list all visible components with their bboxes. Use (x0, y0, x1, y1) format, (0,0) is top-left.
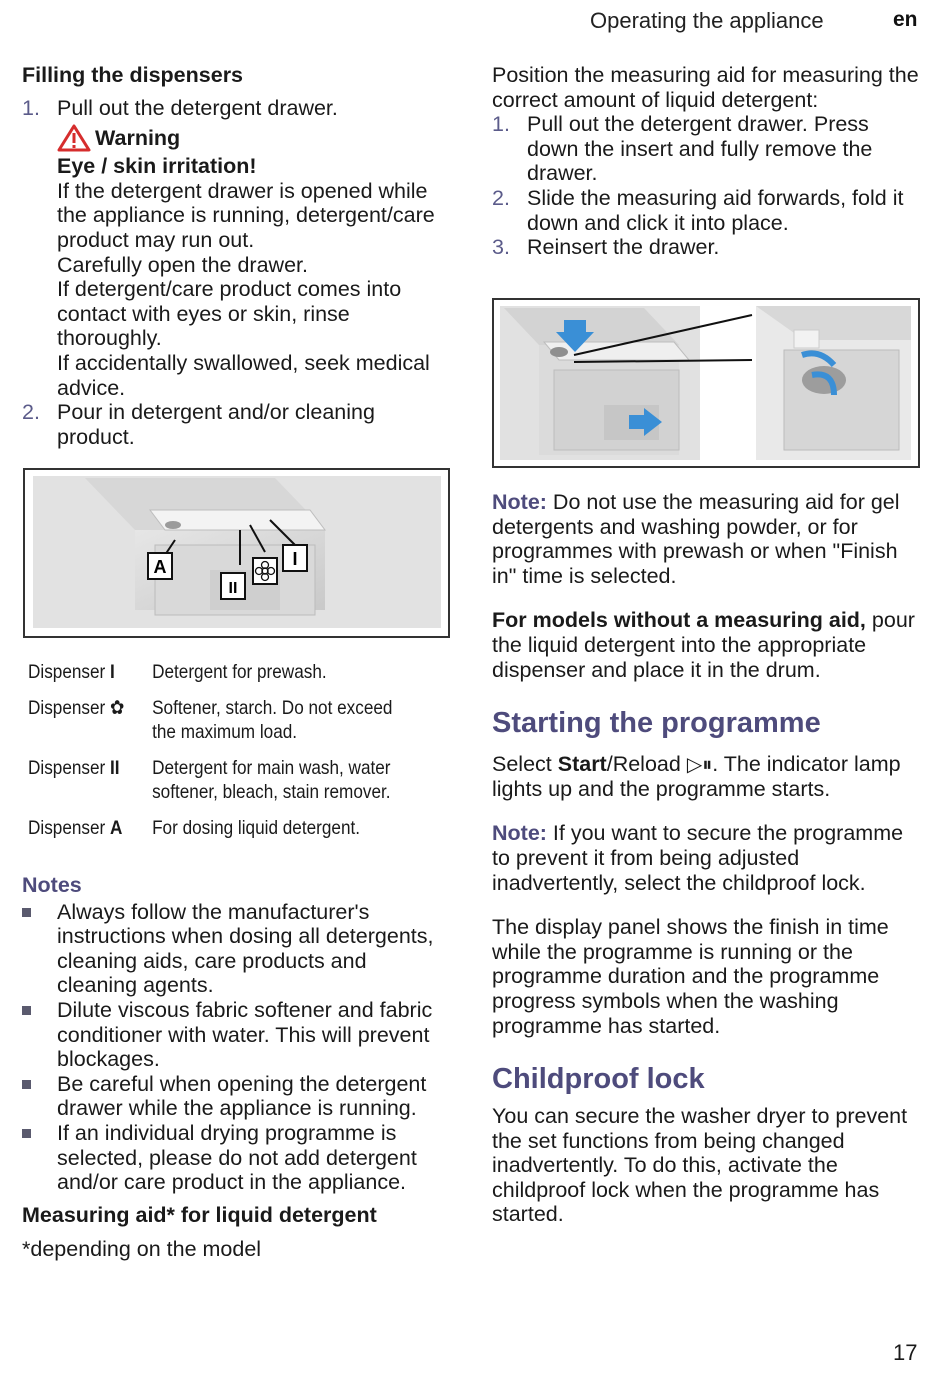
dispenser-description: Softener, starch. Do not exceed the maximum load. (152, 697, 393, 743)
warning-paragraph: If accidentally swallowed, seek medical advice. (57, 350, 430, 400)
models-text: pour the liquid detergent into the appropriate dispenser and place it in the drum. (492, 608, 915, 682)
step-number: 3. (492, 235, 510, 260)
note-text: Dilute viscous fabric softener and fabric conditioner with water. This will prevent blockages. (57, 997, 433, 1072)
note-text: Do not use the measuring aid for gel detergents and washing powder, or for programmes with prewash or when "Finish in" time is selected. (492, 490, 900, 588)
dispenser-name: Dispenser (28, 697, 111, 719)
dispenser-symbol: I (110, 661, 115, 683)
dispenser-row (28, 696, 406, 744)
label-i: I (292, 549, 298, 569)
notes-heading: Notes (22, 873, 82, 897)
filling-heading: Filling the dispensers (22, 63, 244, 87)
dispenser-row (28, 816, 406, 840)
left-column-top (22, 63, 452, 449)
detergent-drawer-figure (23, 468, 450, 638)
reload-text: /Reload (606, 752, 687, 777)
step-text: Pull out the detergent drawer. (57, 95, 338, 120)
start-text: Select (492, 752, 558, 777)
step-2 (22, 400, 452, 449)
measuring-step (492, 186, 922, 235)
language-code: en (893, 8, 918, 31)
measuring-intro: Position the measuring aid for measuring the correct amount of liquid detergent: (492, 63, 919, 112)
page-number: 17 (893, 1340, 918, 1365)
note-bullet (22, 1072, 452, 1121)
running-header-section: Operating the appliance (590, 8, 824, 33)
note-label: Note: (492, 821, 547, 846)
notes-section (22, 873, 452, 1262)
starting-programme-heading: Starting the programme (492, 707, 821, 740)
step-1 (22, 96, 452, 401)
bullet-square-icon (22, 908, 31, 917)
measuring-aid-figure (492, 298, 920, 468)
childproof-text: You can secure the washer dryer to prevent the set functions from being changed inadvertently. To do this, activate the childproof lock when the programme has started. (492, 1104, 908, 1227)
childproof-lock-heading: Childproof lock (492, 1063, 705, 1096)
note-childproof (492, 821, 922, 895)
dispenser-description: For dosing liquid detergent. (152, 817, 361, 839)
step-number: 1. (492, 112, 510, 137)
start-instruction (492, 752, 922, 801)
softener-flower-icon: ✿ (110, 697, 125, 719)
display-panel-text: The display panel shows the finish in time while the programme is running or the programme duration and the programme progress symbols when the washing programme has started. (492, 915, 889, 1038)
dispenser-name: Dispenser (28, 817, 111, 839)
note-bullet (22, 900, 452, 998)
bullet-square-icon (22, 1080, 31, 1089)
step-text: Slide the measuring aid forwards, fold it down and click it into place. (527, 185, 904, 235)
detergent-drawer-illustration (25, 470, 448, 636)
note-text: Be careful when opening the detergent drawer while the appliance is running. (57, 1071, 427, 1121)
note-bullet (22, 998, 452, 1072)
step-number: 2. (22, 400, 40, 425)
dispenser-table (28, 660, 406, 852)
models-without-aid (492, 608, 922, 682)
warning-title: Eye / skin irritation! (57, 154, 257, 179)
step-text: Pour in detergent and/or cleaning product. (57, 400, 375, 449)
measuring-step (492, 112, 922, 186)
dispenser-row (28, 756, 406, 804)
bullet-square-icon (22, 1129, 31, 1138)
note-bullet (22, 1121, 452, 1195)
dispenser-name: Dispenser (28, 757, 111, 779)
dispenser-description: Detergent for main wash, water softener, bleach, stain remover. (152, 757, 391, 803)
warning-paragraph: Carefully open the drawer. (57, 252, 308, 277)
measuring-step (492, 235, 922, 260)
note-text: If an individual drying programme is selected, please do not add detergent and/or care product in the appliance. (57, 1120, 417, 1195)
start-post-text: . The indicator lamp lights up and the programme starts. (492, 752, 901, 801)
measuring-aid-heading: Measuring aid* for liquid detergent (22, 1202, 377, 1227)
start-reload-icon: ▷⏸ (686, 752, 713, 777)
bullet-square-icon (22, 1006, 31, 1015)
label-a: A (153, 557, 167, 577)
start-bold: Start (557, 752, 607, 777)
models-bold: For models without a measuring aid, (492, 608, 866, 633)
note-text: If you want to secure the programme to prevent it from being adjusted inadvertently, select the childproof lock. (492, 821, 904, 895)
note-text: Always follow the manufacturer's instructions when dosing all detergents, cleaning aids, care products and cleaning agents. (57, 899, 434, 998)
step-number: 1. (22, 95, 40, 120)
measuring-aid-illustration (494, 300, 918, 466)
dispenser-name: Dispenser (28, 661, 111, 683)
note-label: Note: (492, 490, 547, 514)
step-text: Reinsert the drawer. (527, 235, 720, 260)
right-column-top (492, 63, 922, 260)
note-measuring-aid (492, 490, 922, 588)
step-number: 2. (492, 185, 510, 210)
warning-row (57, 124, 452, 152)
warning-paragraph: If the detergent drawer is opened while the appliance is running, detergent/care product may run out. (57, 178, 435, 252)
measuring-footnote: *depending on the model (22, 1237, 262, 1262)
label-ii: II (228, 580, 238, 597)
dispenser-symbol: A (110, 817, 123, 839)
warning-paragraph: If detergent/care product comes into contact with eyes or skin, rinse thoroughly. (57, 277, 402, 351)
dispenser-row (28, 660, 406, 684)
warning-label: Warning (95, 125, 181, 150)
dispenser-symbol: II (110, 757, 120, 779)
warning-triangle-icon (57, 124, 91, 152)
right-column-bottom (492, 490, 922, 1227)
dispenser-description: Detergent for prewash. (152, 661, 327, 683)
step-text: Pull out the detergent drawer. Press down the insert and fully remove the drawer. (527, 112, 873, 186)
